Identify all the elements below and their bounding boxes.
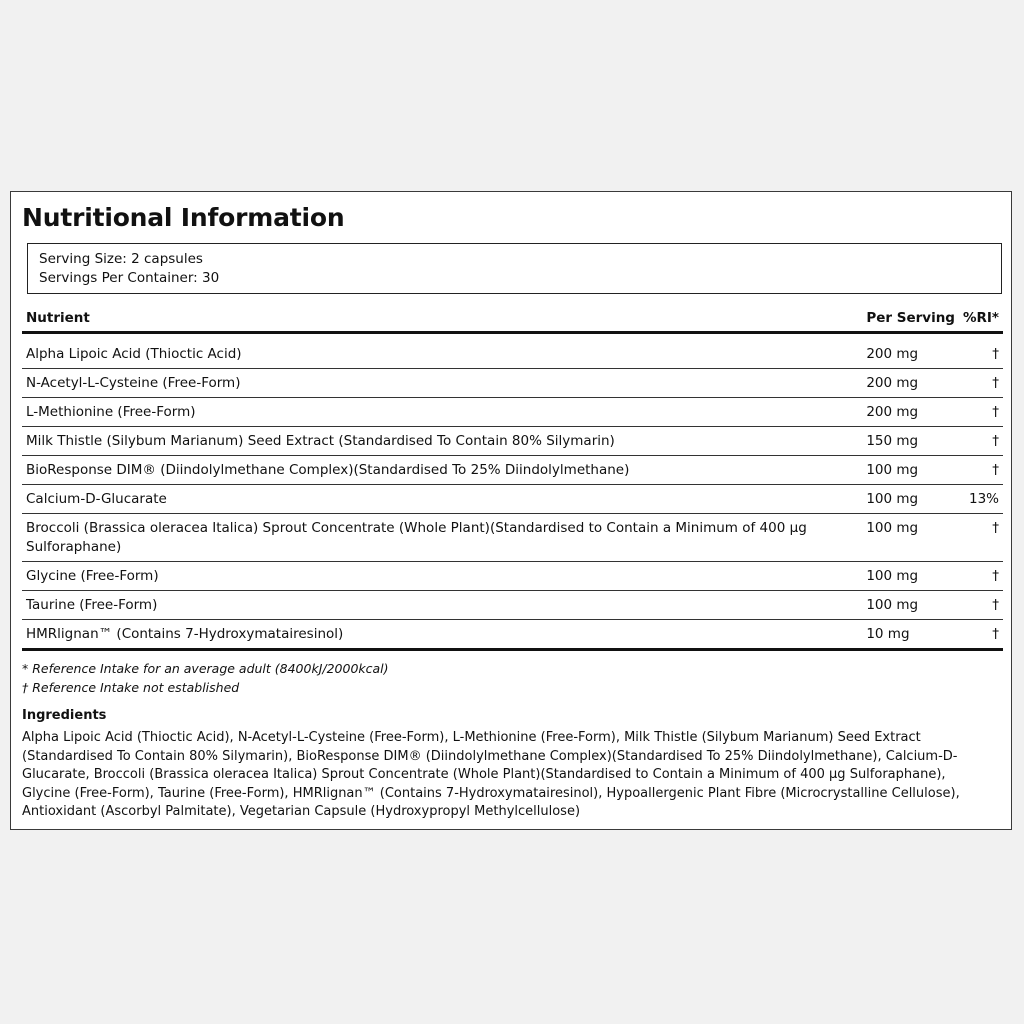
- nutrient-ri: †: [959, 620, 1003, 650]
- nutrient-amount: 200 mg: [862, 369, 959, 398]
- table-row: [22, 369, 1003, 398]
- nutrient-ri: †: [959, 369, 1003, 398]
- table-header-row: [22, 304, 1003, 333]
- nutrient-amount: 200 mg: [862, 333, 959, 369]
- nutrient-amount: 150 mg: [862, 427, 959, 456]
- nutrient-ri: †: [959, 514, 1003, 562]
- nutrient-ri: †: [959, 427, 1003, 456]
- serving-size: Serving Size: 2 capsules: [39, 251, 203, 267]
- nutrition-table: [22, 304, 1003, 651]
- nutrient-amount: 100 mg: [862, 562, 959, 591]
- nutrient-name: Broccoli (Brassica oleracea Italica) Sprout Concentrate (Whole Plant)(Standardised to Contain a Minimum of 400 µg Sulforaphane): [22, 514, 862, 562]
- nutrient-amount: 100 mg: [862, 485, 959, 514]
- table-row: [22, 514, 1003, 562]
- ingredients-heading: Ingredients: [22, 708, 107, 723]
- table-row: [22, 591, 1003, 620]
- footnote-not-established: † Reference Intake not established: [22, 680, 240, 695]
- table-row: [22, 485, 1003, 514]
- page-title: Nutritional Information: [22, 203, 345, 232]
- table-row: [22, 333, 1003, 369]
- table-row: [22, 562, 1003, 591]
- nutrient-amount: 100 mg: [862, 591, 959, 620]
- serving-info-box: [27, 243, 1002, 294]
- nutrient-amount: 100 mg: [862, 456, 959, 485]
- nutrient-ri: †: [959, 591, 1003, 620]
- nutrient-amount: 100 mg: [862, 514, 959, 562]
- nutrient-ri: †: [959, 333, 1003, 369]
- table-row: [22, 398, 1003, 427]
- nutrient-ri: 13%: [959, 485, 1003, 514]
- ingredients-text: Alpha Lipoic Acid (Thioctic Acid), N-Acetyl-L-Cysteine (Free-Form), L-Methionine (Free-Form), Milk Thistle (Silybum Marianum) Seed Extract (Standardised To Contain 80% Silymarin), BioResponse DIM® (Diindolylmethane Complex)(Standardised To 25% Diindolylmethane), Calcium-D-Glucarate, Broccoli (Brassica oleracea Italica) Sprout Concentrate (Whole Plant)(Standardised to Contain a Minimum of 400 µg Sulforaphane), Glycine (Free-Form), Taurine (Free-Form), HMRlignan™ (Contains 7-Hydroxymatairesinol), Hypoallergenic Plant Fibre (Microcrystalline Cellulose), Antioxidant (Ascorbyl Palmitate), Vegetarian Capsule (Hydroxypropyl Methylcellulose): [22, 730, 960, 820]
- nutrient-ri: †: [959, 456, 1003, 485]
- nutrient-ri: †: [959, 398, 1003, 427]
- nutrient-amount: 10 mg: [862, 620, 959, 650]
- nutrient-name: Calcium-D-Glucarate: [22, 485, 862, 514]
- table-row: [22, 620, 1003, 650]
- header-ri: %RI*: [959, 304, 1003, 333]
- nutrient-name: Milk Thistle (Silybum Marianum) Seed Extract (Standardised To Contain 80% Silymarin): [22, 427, 862, 456]
- nutrient-name: Taurine (Free-Form): [22, 591, 862, 620]
- table-row: [22, 456, 1003, 485]
- nutrient-name: BioResponse DIM® (Diindolylmethane Complex)(Standardised To 25% Diindolylmethane): [22, 456, 862, 485]
- nutrient-ri: †: [959, 562, 1003, 591]
- table-row: [22, 427, 1003, 456]
- nutrient-name: N-Acetyl-L-Cysteine (Free-Form): [22, 369, 862, 398]
- nutrient-name: Glycine (Free-Form): [22, 562, 862, 591]
- header-nutrient: Nutrient: [22, 304, 862, 333]
- header-per-serving: Per Serving: [862, 304, 959, 333]
- nutrient-name: Alpha Lipoic Acid (Thioctic Acid): [22, 333, 862, 369]
- nutrient-name: L-Methionine (Free-Form): [22, 398, 862, 427]
- nutrition-panel: [10, 191, 1012, 830]
- servings-per-container: Servings Per Container: 30: [39, 270, 220, 286]
- nutrient-name: HMRlignan™ (Contains 7-Hydroxymatairesinol): [22, 620, 862, 650]
- nutrient-amount: 200 mg: [862, 398, 959, 427]
- footnotes: [22, 659, 389, 697]
- footnote-reference-intake: * Reference Intake for an average adult (8400kJ/2000kcal): [22, 661, 389, 676]
